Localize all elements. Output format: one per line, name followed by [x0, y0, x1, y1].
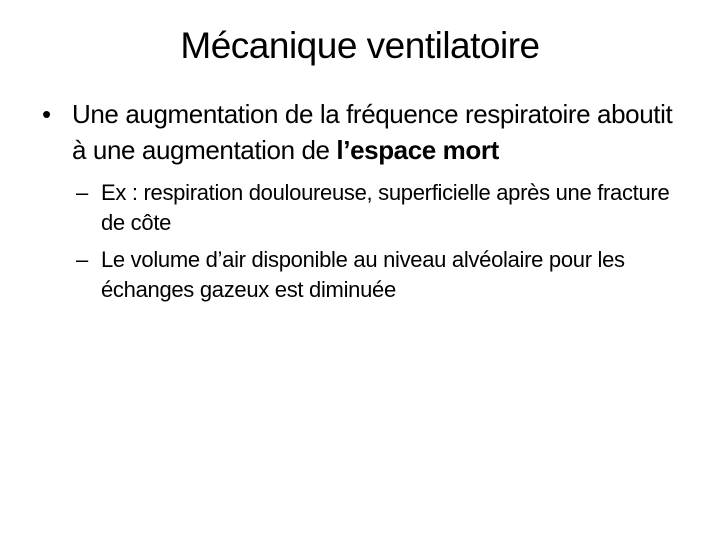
sub-bullet-list — [36, 178, 676, 305]
bullet-marker: • — [42, 99, 51, 129]
sub-bullet-text: Ex : respiration douloureuse, superficielle après une fracture de côte — [101, 180, 670, 235]
bullet-text: Une augmentation de la fréquence respiratoire aboutit à une augmentation de — [72, 99, 673, 165]
sub-bullet-text: Le volume d’air disponible au niveau alvéolaire pour les échanges gazeux est diminuée — [101, 247, 625, 302]
slide-title: Mécanique ventilatoire — [180, 25, 540, 66]
bullet-text-emphasis: l’espace mort — [336, 135, 499, 165]
slide-body — [36, 96, 676, 312]
bullet-item — [36, 96, 676, 168]
sub-bullet-item — [36, 178, 676, 238]
sub-bullet-marker: – — [76, 180, 88, 205]
sub-bullet-marker: – — [76, 247, 88, 272]
sub-bullet-item — [36, 245, 676, 305]
